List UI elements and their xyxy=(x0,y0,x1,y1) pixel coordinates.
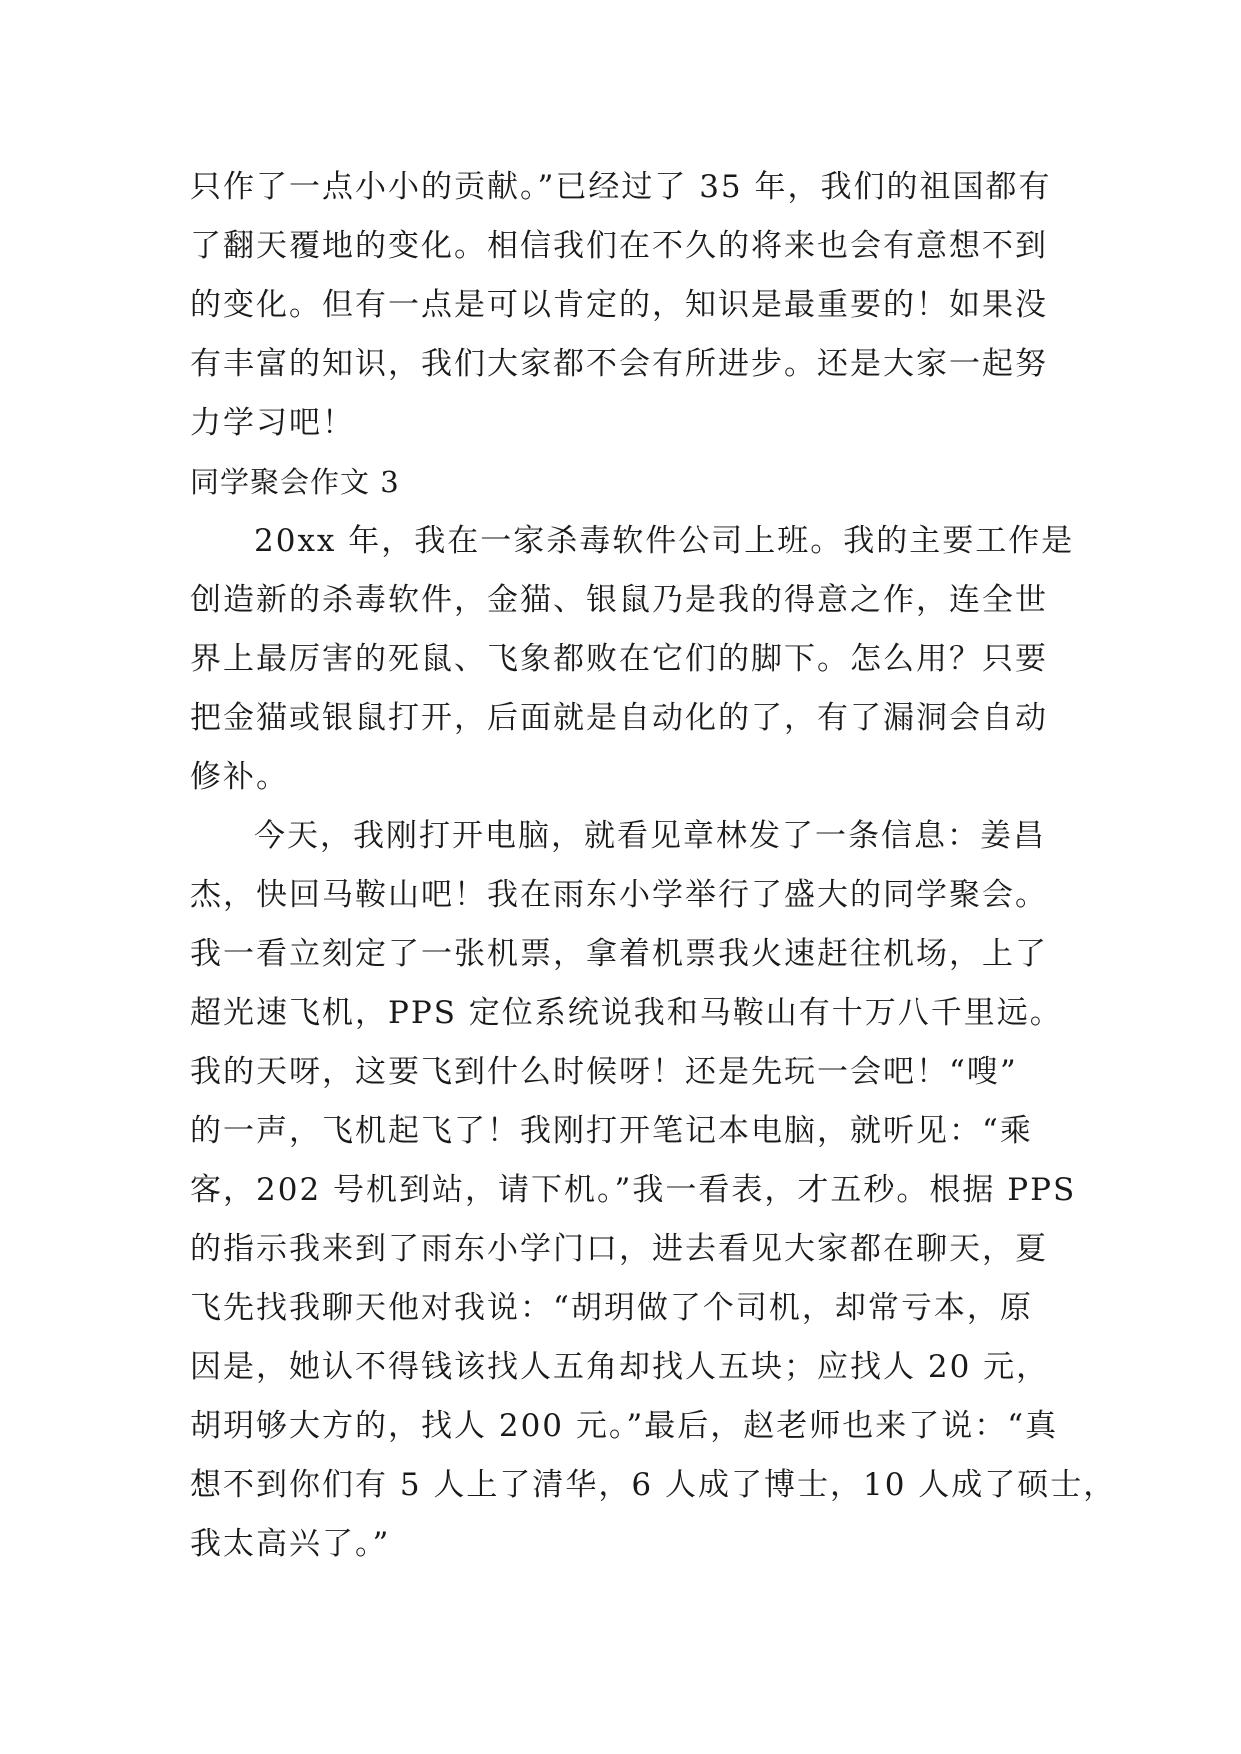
text-line: 今天，我刚打开电脑，就看见章林发了一条信息：姜昌 xyxy=(254,818,1046,854)
text-line: 我一看立刻定了一张机票，拿着机票我火速赶往机场，上了 xyxy=(190,936,1048,972)
text-line: 的指示我来到了雨东小学门口，进去看见大家都在聊天，夏 xyxy=(190,1231,1048,1267)
text-line: 超光速飞机，PPS 定位系统说我和马鞍山有十万八千里远。 xyxy=(190,995,1063,1031)
text-line: 创造新的杀毒软件，金猫、银鼠乃是我的得意之作，连全世 xyxy=(190,582,1048,618)
paragraph-intro xyxy=(190,512,1075,807)
text-line: 界上最厉害的死鼠、飞象都败在它们的脚下。怎么用？只要 xyxy=(190,641,1048,677)
text-line: 的变化。但有一点是可以肯定的，知识是最重要的！如果没 xyxy=(190,287,1048,323)
text-line: 客，202 号机到站，请下机。”我一看表，才五秒。根据 PPS xyxy=(190,1172,1077,1208)
text-line: 把金猫或银鼠打开，后面就是自动化的了，有了漏洞会自动 xyxy=(190,700,1048,736)
text-line: 胡玥够大方的，找人 200 元。”最后，赵老师也来了说：“真 xyxy=(190,1408,1059,1444)
text-line: 力学习吧！ xyxy=(190,405,355,441)
text-line: 修补。 xyxy=(190,759,289,795)
section-heading: 同学聚会作文 3 xyxy=(190,465,400,499)
text-line: 有丰富的知识，我们大家都不会有所进步。还是大家一起努 xyxy=(190,346,1048,382)
paragraph-story xyxy=(190,807,1117,1574)
text-line: 我太高兴了。” xyxy=(190,1526,391,1562)
text-line: 的一声，飞机起飞了！我刚打开笔记本电脑，就听见：“乘 xyxy=(190,1113,1033,1149)
text-line: 杰，快回马鞍山吧！我在雨东小学举行了盛大的同学聚会。 xyxy=(190,877,1048,913)
text-line: 因是，她认不得钱该找人五角却找人五块；应找人 20 元， xyxy=(190,1349,1050,1385)
text-line: 想不到你们有 5 人上了清华，6 人成了博士，10 人成了硕士， xyxy=(190,1467,1117,1503)
text-line: 了翻天覆地的变化。相信我们在不久的将来也会有意想不到 xyxy=(190,228,1048,264)
text-line: 只作了一点小小的贡献。”已经过了 35 年，我们的祖国都有 xyxy=(190,169,1052,205)
text-line: 飞先找我聊天他对我说：“胡玥做了个司机，却常亏本，原 xyxy=(190,1290,1033,1326)
paragraph-continued xyxy=(190,158,1060,453)
document-body xyxy=(190,158,1117,1574)
text-line: 我的天呀，这要飞到什么时候呀！还是先玩一会吧！“嗖” xyxy=(190,1054,1018,1090)
text-line: 20xx 年，我在一家杀毒软件公司上班。我的主要工作是 xyxy=(254,523,1075,559)
